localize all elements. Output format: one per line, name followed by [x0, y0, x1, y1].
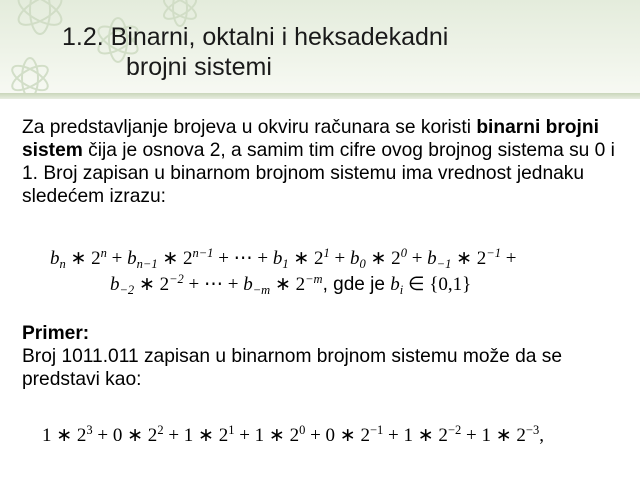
intro-text-2: čija je osnova 2, a samim tim cifre ovog brojnog sistema su 0 i 1. Broj zapisan u binarnom brojnom sistemu ima vrednost jednaku sledećem izrazu:: [22, 140, 615, 207]
formula-superscript: −2: [447, 423, 462, 437]
formula-subscript: 1: [282, 257, 289, 271]
formula-op: ∗ 2: [134, 274, 170, 295]
formula-op: + 0 ∗ 2: [92, 425, 158, 446]
formula-superscript: 1: [228, 423, 235, 437]
formula-term: b: [110, 274, 120, 295]
title-line-1: 1.2. Binarni, oktalni i heksadekadni: [62, 23, 449, 51]
formula-op: ∗ 2: [157, 248, 193, 269]
formula-op: ∗ 2: [365, 248, 401, 269]
slide-header: [0, 0, 640, 93]
example-formula: [42, 423, 544, 448]
formula-op: + 1 ∗ 2: [234, 425, 300, 446]
formula-term: b: [243, 274, 253, 295]
formula-subscript: −m: [252, 283, 271, 297]
formula-op: ∗ 2: [270, 274, 306, 295]
formula-superscript: n−1: [192, 246, 214, 260]
formula-subscript: n: [59, 257, 66, 271]
formula-superscript: 2: [157, 423, 164, 437]
formula-op: +: [106, 248, 128, 269]
formula-op: ,: [539, 425, 544, 446]
formula-op: 1 ∗ 2: [42, 425, 87, 446]
formula-superscript: 0: [400, 246, 407, 260]
formula-subscript: i: [399, 283, 404, 297]
formula-op: +: [329, 248, 351, 269]
formula-term: b: [272, 248, 283, 269]
intro-text-1: Za predstavljanje brojeva u okviru računara se koristi: [22, 117, 477, 138]
formula-op: +: [406, 248, 428, 269]
formula-op: + 1 ∗ 2: [163, 425, 229, 446]
formula-superscript: 3: [86, 423, 93, 437]
formula-superscript: −2: [169, 272, 184, 286]
formula-subscript: 0: [359, 257, 366, 271]
formula-term: b: [50, 248, 60, 269]
formula-op: + 1 ∗ 2: [383, 425, 448, 446]
formula-term: b: [427, 248, 437, 269]
header-divider: [0, 93, 640, 99]
formula-set: ∈ {0,1}: [403, 274, 472, 295]
formula-superscript: n: [100, 246, 107, 260]
formula-op: +: [500, 248, 517, 269]
intro-bold-term: binarni brojni sistem: [22, 117, 599, 161]
formula-superscript: 1: [323, 246, 330, 260]
formula-op: + 0 ∗ 2: [305, 425, 370, 446]
formula-subscript: −1: [436, 257, 452, 271]
formula-subscript: −2: [119, 283, 135, 297]
formula-superscript: −1: [369, 423, 384, 437]
formula-op: ∗ 2: [451, 248, 487, 269]
example-paragraph: Broj 1011.011 zapisan u binarnom brojnom sistemu može da se predstavi kao:: [22, 346, 563, 390]
slide-body: [22, 116, 628, 208]
formula-term: b: [350, 248, 360, 269]
intro-paragraph: [22, 116, 628, 208]
formula-superscript: 0: [299, 423, 306, 437]
formula-op: + ⋯ +: [213, 248, 273, 269]
example-label: Primer:: [22, 323, 90, 344]
formula-line-1: [50, 246, 516, 271]
formula-op: + 1 ∗ 2: [461, 425, 526, 446]
formula-op: + ⋯ +: [183, 274, 244, 295]
formula-term: b: [127, 248, 137, 269]
title-line-2: brojni sistemi: [126, 53, 272, 81]
formula-gde-text: , gde je: [322, 274, 391, 295]
formula-op: ∗ 2: [65, 248, 101, 269]
formula-superscript: −1: [486, 246, 501, 260]
formula-superscript: −m: [305, 272, 323, 286]
formula-term: b: [390, 274, 400, 295]
slide-title: [62, 22, 448, 82]
formula-subscript: n−1: [136, 257, 158, 271]
formula-op: ∗ 2: [288, 248, 324, 269]
formula-superscript: −3: [525, 423, 540, 437]
formula-line-2: [110, 272, 471, 297]
